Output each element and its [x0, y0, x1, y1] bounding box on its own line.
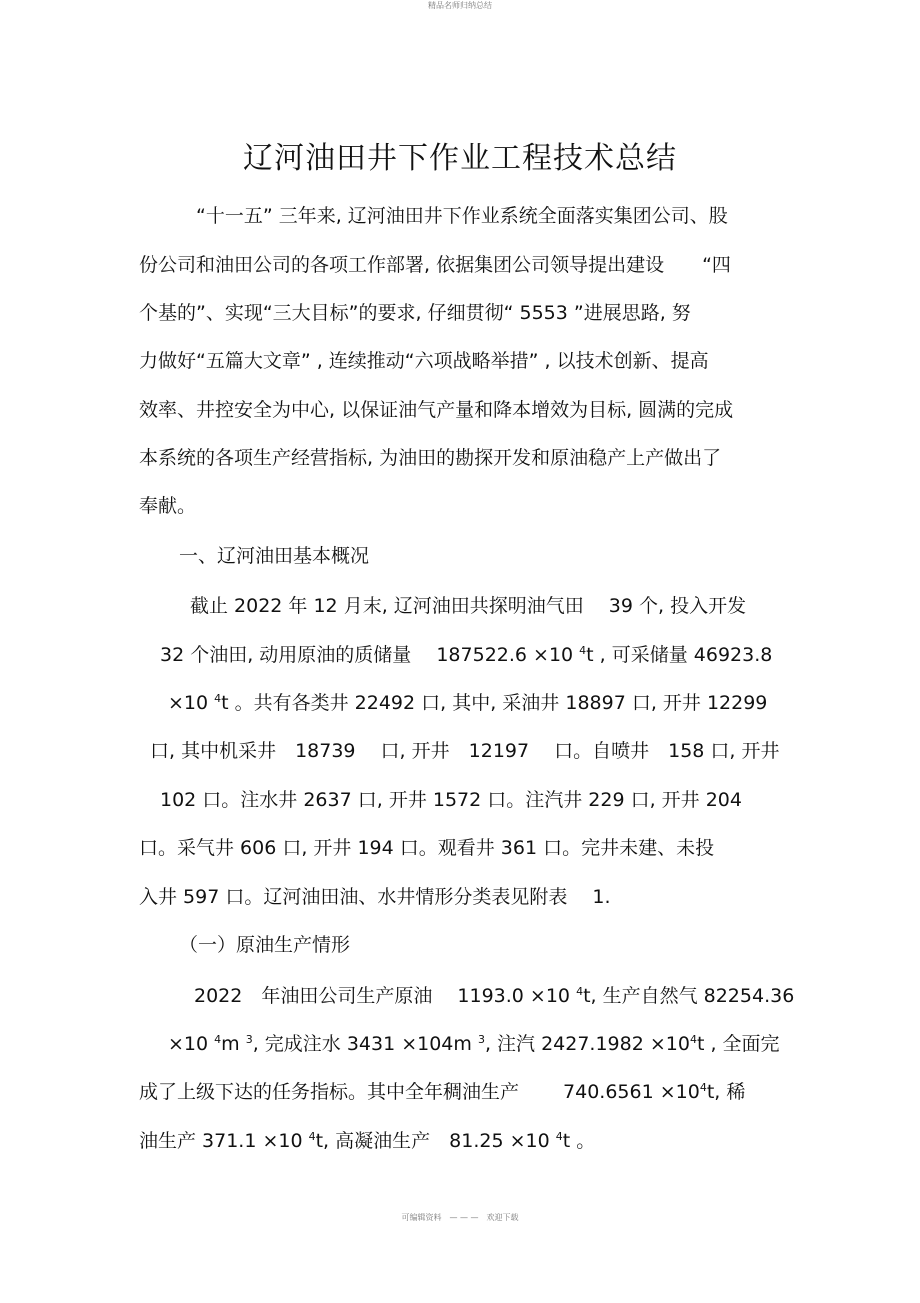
overview-line-4: 口, 其中机采井 18739 口, 开井 12197 口。自喷井 158 口, 开井	[150, 740, 780, 762]
production-line-2-water: , 完成注水 3431 ×104m	[252, 1033, 478, 1055]
exponent: 4	[579, 644, 587, 657]
exponent: 4	[699, 1081, 707, 1094]
intro-line-4: 力做好“五篇大文章” , 连续推动“六项战略举措” , 以技术创新、提高	[139, 350, 709, 372]
subsection-heading-crude-production: （一）原油生产情形	[179, 934, 351, 956]
exponent: 4	[308, 1130, 316, 1143]
exponent: 4	[214, 1033, 222, 1046]
production-line-2-tail: t , 全面完	[696, 1033, 780, 1055]
production-line-2-unit: m	[221, 1033, 246, 1055]
overview-line-3	[168, 690, 767, 716]
exponent: 4	[576, 985, 584, 998]
exponent: 4	[214, 692, 222, 705]
overview-line-5: 102 口。注水井 2637 口, 开井 1572 口。注汽井 229 口, 开井 204	[160, 789, 742, 811]
intro-line-6: 本系统的各项生产经营指标, 为油田的勘探开发和原油稳产上产做出了	[139, 447, 722, 469]
production-line-1	[194, 983, 794, 1009]
production-line-3	[139, 1079, 745, 1105]
production-line-2-text: ×10	[168, 1033, 215, 1055]
production-line-4-text: 油生产 371.1 ×10	[139, 1130, 309, 1152]
overview-line-1: 截止 2022 年 12 月末, 辽河油田共探明油气田 39 个, 投入开发	[190, 595, 747, 617]
intro-line-5: 效率、井控安全为中心, 以保证油气产量和降本增效为目标, 圆满的完成	[139, 399, 734, 421]
production-line-1-text: 2022 年油田公司生产原油 1193.0 ×10	[194, 985, 577, 1007]
production-line-2-steam: , 注汽 2427.1982 ×10	[484, 1033, 690, 1055]
overview-line-3-text: ×10	[168, 692, 215, 714]
document-title: 辽河油田井下作业工程技术总结	[243, 141, 677, 176]
exponent: 4	[555, 1130, 563, 1143]
production-line-4-tail: t 。	[562, 1130, 596, 1152]
exponent: 3	[245, 1033, 253, 1046]
production-line-4	[139, 1128, 595, 1154]
overview-line-2	[160, 642, 772, 668]
overview-line-2-text: 32 个油田, 动用原油的质储量 187522.6 ×10	[160, 644, 580, 666]
intro-line-2: 份公司和油田公司的各项工作部署, 依据集团公司领导提出建设 “四	[139, 254, 731, 276]
section-heading-overview: 一、辽河油田基本概况	[179, 545, 370, 567]
production-line-4-mid: t, 高凝油生产 81.25 ×10	[315, 1130, 556, 1152]
production-line-1-tail: t, 生产自然气 82254.36	[583, 985, 795, 1007]
intro-line-7: 奉献。	[139, 495, 197, 517]
page-footer-note: 可编辑资料 — — — 欢迎下载	[401, 1213, 519, 1222]
overview-line-2-tail: t , 可采储量 46923.8	[586, 644, 773, 666]
overview-line-7: 入井 597 口。辽河油田油、水井情形分类表见附表 1.	[139, 886, 611, 908]
overview-line-6: 口。采气井 606 口, 开井 194 口。观看井 361 口。完井未建、未投	[139, 837, 715, 859]
production-line-2	[168, 1031, 780, 1057]
exponent: 4	[689, 1033, 697, 1046]
production-line-3-tail: t, 稀	[706, 1081, 746, 1103]
production-line-3-text: 成了上级下达的任务指标。其中全年稠油生产 740.6561 ×10	[139, 1081, 700, 1103]
overview-line-3-tail: t 。共有各类井 22492 口, 其中, 采油井 18897 口, 开井 12299	[221, 692, 768, 714]
exponent: 3	[477, 1033, 485, 1046]
page-header-note: 精品名师归纳总结	[428, 1, 492, 10]
intro-line-3: 个基的”、实现“三大目标”的要求, 仔细贯彻“ 5553 ”进展思路, 努	[139, 302, 691, 324]
intro-line-1: “十一五” 三年来, 辽河油田井下作业系统全面落实集团公司、股	[196, 205, 728, 227]
